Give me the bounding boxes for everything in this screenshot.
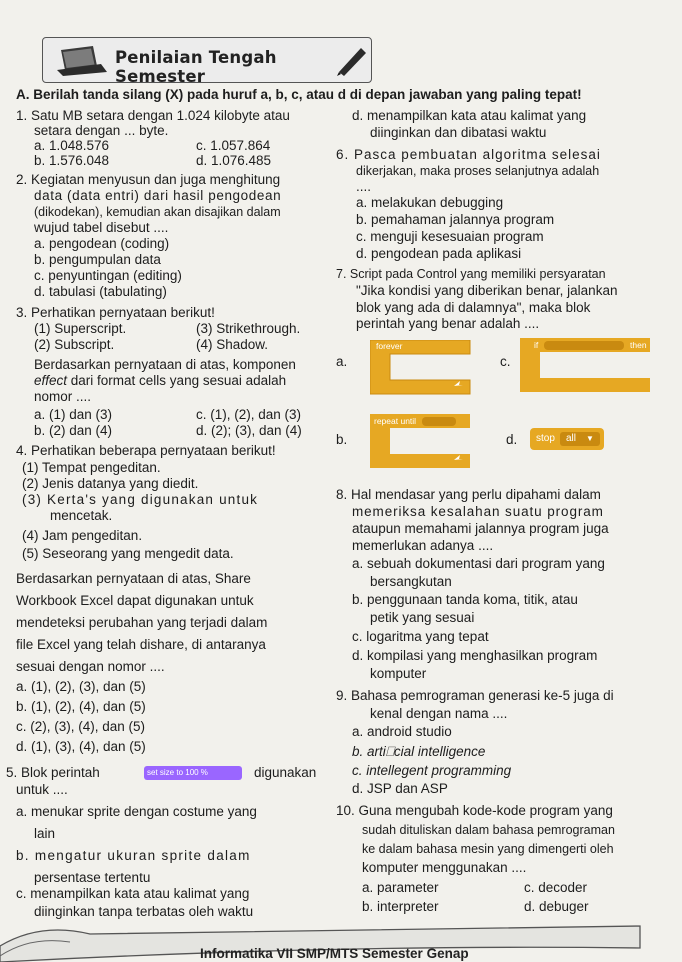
- q1-option-c[interactable]: c. 1.057.864: [196, 138, 271, 153]
- q5-option-d-1[interactable]: d. menampilkan kata atau kalimat yang: [352, 108, 587, 123]
- q5-option-a-2: lain: [34, 826, 56, 841]
- q8-option-b-2: petik yang sesuai: [370, 610, 475, 625]
- q3-item-4: (4) Shadow.: [196, 337, 269, 352]
- q4-option-c[interactable]: c. (2), (3), (4), dan (5): [16, 719, 146, 734]
- q9-option-a[interactable]: a. android studio: [352, 724, 452, 739]
- q6-option-d[interactable]: d. pengodean pada aplikasi: [356, 246, 522, 261]
- q4-statement-1: Berdasarkan pernyataan di atas, Share: [16, 571, 251, 586]
- q4-option-d[interactable]: d. (1), (3), (4), dan (5): [16, 739, 146, 754]
- q4-option-b[interactable]: b. (1), (2), (4), dan (5): [16, 699, 146, 714]
- q8-option-b-1[interactable]: b. penggunaan tanda koma, titik, atau: [352, 592, 578, 607]
- q5-option-c-2: diinginkan tanpa terbatas oleh waktu: [34, 904, 254, 919]
- q2-stem-2: data (data entri) dari hasil pengodean: [34, 188, 282, 203]
- q7-stem-2: "Jika kondisi yang diberikan benar, jalankan: [356, 283, 618, 298]
- q5-stem-2: untuk ....: [16, 782, 68, 797]
- repeat-until-block-label: repeat until: [374, 416, 417, 426]
- q5-stem-1b: digunakan: [254, 765, 317, 780]
- q7-stem-1: 7. Script pada Control yang memiliki persyaratan: [336, 267, 606, 281]
- laptop-icon: [53, 42, 111, 78]
- q8-option-d-1[interactable]: d. kompilasi yang menghasilkan program: [352, 648, 598, 663]
- q4-statement-3: mendeteksi perubahan yang terjadi dalam: [16, 615, 268, 630]
- q3-statement-1: Berdasarkan pernyataan di atas, komponen: [34, 357, 296, 372]
- q10-stem-4: komputer menggunakan ....: [362, 860, 527, 875]
- section-instruction: A. Berilah tanda silang (X) pada huruf a, b, c, atau d di depan jawaban yang paling tepat!: [16, 87, 582, 102]
- stop-block-all-label: all: [566, 433, 577, 444]
- stop-block-label: stop: [536, 433, 555, 444]
- q4-item-4: (4) Jam pengeditan.: [22, 528, 143, 543]
- q3-statement-3: nomor ....: [34, 389, 92, 404]
- q8-stem-4: memerlukan adanya ....: [352, 538, 494, 553]
- q10-option-a[interactable]: a. parameter: [362, 880, 439, 895]
- if-block-label: if: [534, 340, 539, 350]
- q4-stem-1: 4. Perhatikan beberapa pernyataan berikut!: [16, 443, 276, 458]
- q7-option-a[interactable]: a.: [336, 354, 348, 369]
- q8-option-a-2: bersangkutan: [370, 574, 452, 589]
- page-title: Penilaian Tengah Semester: [115, 48, 277, 86]
- q4-item-3: (3) Kerta's yang digunakan untuk: [22, 492, 259, 507]
- q1-option-a[interactable]: a. 1.048.576: [34, 138, 110, 153]
- q8-option-a-1[interactable]: a. sebuah dokumentasi dari program yang: [352, 556, 605, 571]
- q5-option-d-2: diinginkan dan dibatasi waktu: [370, 125, 547, 140]
- q3-option-d[interactable]: d. (2); (3), dan (4): [196, 423, 302, 438]
- q3-statement-2: [34, 373, 286, 389]
- q5-option-b-2: persentase tertentu: [34, 870, 151, 885]
- forever-block-label: forever: [376, 341, 403, 351]
- q6-stem-2: dikerjakan, maka proses selanjutnya adalah: [356, 164, 600, 178]
- q1-stem-1: 1. Satu MB setara dengan 1.024 kilobyte atau: [16, 108, 290, 123]
- q4-item-5: (5) Seseorang yang mengedit data.: [22, 546, 234, 561]
- q5-stem-1a: 5. Blok perintah: [6, 765, 100, 780]
- q8-option-c[interactable]: c. logaritma yang tepat: [352, 629, 489, 644]
- q3-option-a[interactable]: a. (1) dan (3): [34, 407, 113, 422]
- q4-item-1: (1) Tempat pengeditan.: [22, 460, 161, 475]
- q5-option-b-1[interactable]: b. mengatur ukuran sprite dalam: [16, 848, 251, 863]
- q2-stem-4: wujud tabel disebut ....: [34, 220, 169, 235]
- q6-option-a[interactable]: a. melakukan debugging: [356, 195, 504, 210]
- q3-item-2: (2) Subscript.: [34, 337, 115, 352]
- q8-option-d-2: komputer: [370, 666, 427, 681]
- q10-option-d[interactable]: d. debuger: [524, 899, 589, 914]
- q7-option-d[interactable]: d.: [506, 432, 518, 447]
- q3-statement-2-rest: dari format cells yang sesuai adalah: [67, 373, 287, 388]
- q7-option-c[interactable]: c.: [500, 354, 511, 369]
- q1-option-b[interactable]: b. 1.576.048: [34, 153, 110, 168]
- q9-option-c[interactable]: c. intellegent programming: [352, 763, 512, 778]
- q10-option-b[interactable]: b. interpreter: [362, 899, 439, 914]
- q4-item-3b: mencetak.: [50, 508, 113, 523]
- q6-stem-1: 6. Pasca pembuatan algoritma selesai: [336, 147, 601, 162]
- q8-stem-2: memeriksa kesalahan suatu program: [352, 504, 604, 519]
- q9-option-d[interactable]: d. JSP dan ASP: [352, 781, 448, 796]
- q4-option-a[interactable]: a. (1), (2), (3), dan (5): [16, 679, 146, 694]
- q4-statement-4: file Excel yang telah dishare, di antaranya: [16, 637, 266, 652]
- q6-stem-3: ....: [356, 179, 372, 194]
- q6-option-c[interactable]: c. menguji kesesuaian program: [356, 229, 544, 244]
- q2-option-b[interactable]: b. pengumpulan data: [34, 252, 161, 267]
- then-block-label: then: [630, 340, 647, 350]
- q10-stem-1: 10. Guna mengubah kode-kode program yang: [336, 803, 613, 818]
- q3-item-3: (3) Strikethrough.: [196, 321, 301, 336]
- q7-stem-4: perintah yang benar adalah ....: [356, 316, 540, 331]
- q3-effect-word: effect: [34, 373, 68, 388]
- q5-option-c-1[interactable]: c. menampilkan kata atau kalimat yang: [16, 886, 250, 901]
- q3-option-b[interactable]: b. (2) dan (4): [34, 423, 113, 438]
- q3-option-c[interactable]: c. (1), (2), dan (3): [196, 407, 302, 422]
- q1-option-d[interactable]: d. 1.076.485: [196, 153, 272, 168]
- q2-stem-1: 2. Kegiatan menyusun dan juga menghitung: [16, 172, 281, 187]
- q9-stem-1: 9. Bahasa pemrograman generasi ke-5 juga di: [336, 688, 614, 703]
- q1-stem-2: setara dengan ... byte.: [34, 123, 169, 138]
- q2-option-a[interactable]: a. pengodean (coding): [34, 236, 170, 251]
- footer-text: Informatika VII SMP/MTS Semester Genap: [200, 946, 469, 961]
- dropdown-arrow-icon: ▼: [586, 434, 594, 443]
- q9-option-b[interactable]: b. arti⎕cial intelligence: [352, 744, 486, 759]
- q3-stem-1: 3. Perhatikan pernyataan berikut!: [16, 305, 215, 320]
- q10-stem-3: ke dalam bahasa mesin yang dimengerti oleh: [362, 842, 614, 856]
- q10-option-c[interactable]: c. decoder: [524, 880, 588, 895]
- q7-option-b[interactable]: b.: [336, 432, 348, 447]
- q4-statement-2: Workbook Excel dapat digunakan untuk: [16, 593, 254, 608]
- q7-stem-3: blok yang ada di dalamnya", maka blok: [356, 300, 591, 315]
- header-banner: [42, 37, 372, 86]
- q4-item-2: (2) Jenis datanya yang diedit.: [22, 476, 199, 491]
- q8-stem-3: ataupun memahami jalannya program juga: [352, 521, 609, 536]
- q8-stem-1: 8. Hal mendasar yang perlu dipahami dalam: [336, 487, 601, 502]
- q10-stem-2: sudah dituliskan dalam bahasa pemrograman: [362, 823, 615, 837]
- q4-statement-5: sesuai dengan nomor ....: [16, 659, 165, 674]
- q2-option-c[interactable]: c. penyuntingan (editing): [34, 268, 182, 283]
- q2-option-d[interactable]: d. tabulasi (tabulating): [34, 284, 167, 299]
- q5-option-a-1[interactable]: a. menukar sprite dengan costume yang: [16, 804, 257, 819]
- q2-stem-3: (dikodekan), kemudian akan disajikan dalam: [34, 205, 281, 219]
- pencil-icon: [335, 44, 369, 76]
- q5-block-label: set size to 100 %: [147, 768, 208, 777]
- q3-item-1: (1) Superscript.: [34, 321, 127, 336]
- q9-stem-2: kenal dengan nama ....: [370, 706, 508, 721]
- q6-option-b[interactable]: b. pemahaman jalannya program: [356, 212, 555, 227]
